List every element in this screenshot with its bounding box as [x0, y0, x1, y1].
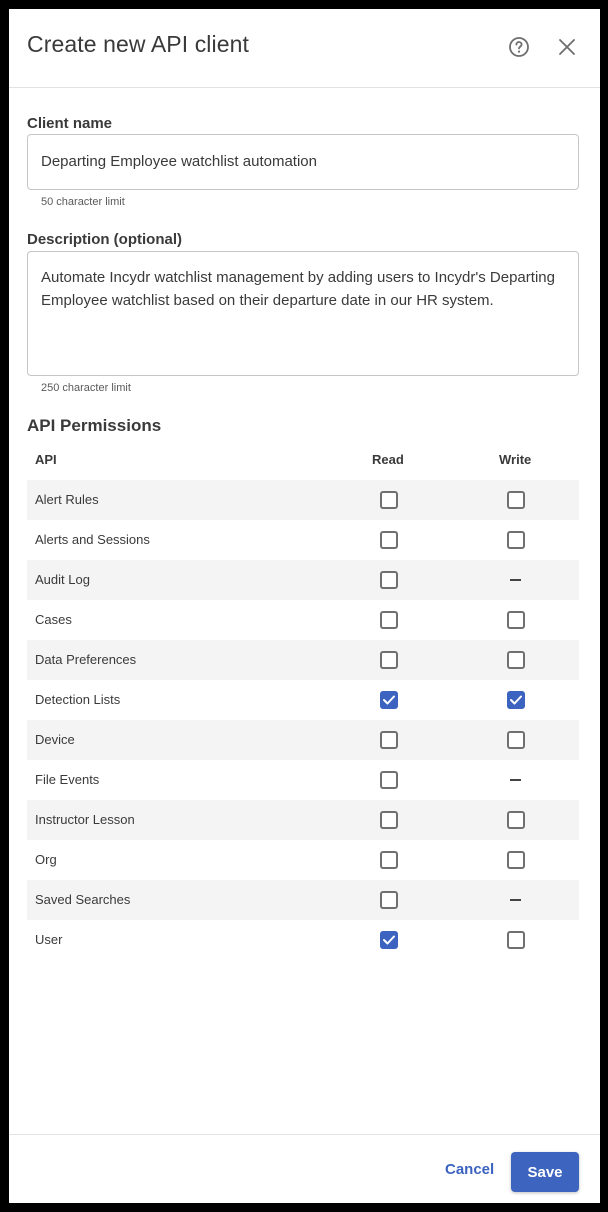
table-row: [27, 640, 579, 680]
read-checkbox[interactable]: [380, 891, 398, 909]
api-name: Alerts and Sessions: [35, 532, 150, 547]
checkmark-icon: [383, 695, 395, 705]
api-name: Instructor Lesson: [35, 812, 135, 827]
write-cell: [507, 851, 525, 869]
write-not-applicable: [507, 771, 525, 789]
read-checkbox[interactable]: [380, 931, 398, 949]
save-button[interactable]: Save: [511, 1152, 579, 1192]
read-checkbox[interactable]: [380, 811, 398, 829]
read-cell: [380, 931, 398, 949]
dash-icon: [510, 779, 521, 781]
api-name: Cases: [35, 612, 72, 627]
cancel-button[interactable]: Cancel: [445, 1161, 495, 1178]
api-name: Alert Rules: [35, 492, 99, 507]
dialog-footer: [9, 1134, 600, 1203]
write-cell: [507, 491, 525, 509]
help-button[interactable]: [507, 35, 531, 59]
read-cell: [380, 611, 398, 629]
client-name-label: Client name: [27, 115, 113, 132]
dialog-title: Create new API client: [27, 31, 249, 57]
read-checkbox[interactable]: [380, 491, 398, 509]
write-checkbox[interactable]: [507, 851, 525, 869]
read-cell: [380, 651, 398, 669]
description-textarea[interactable]: Automate Incydr watchlist management by adding users to Incydr's Departing Employee watchlist based on their departure date in our HR system.: [27, 251, 579, 376]
permissions-table: [27, 440, 579, 960]
help-circle-icon: [507, 35, 531, 59]
read-checkbox[interactable]: [380, 531, 398, 549]
dialog-header: [9, 9, 600, 88]
api-name: Data Preferences: [35, 652, 137, 667]
checkmark-icon: [510, 695, 522, 705]
write-cell: [507, 531, 525, 549]
api-name: Detection Lists: [35, 692, 121, 707]
read-checkbox[interactable]: [380, 851, 398, 869]
read-cell: [380, 531, 398, 549]
dash-icon: [510, 579, 521, 581]
write-cell: [507, 731, 525, 749]
table-row: [27, 560, 579, 600]
api-permissions-title: API Permissions: [27, 416, 162, 435]
write-cell: [507, 931, 525, 949]
read-cell: [380, 731, 398, 749]
table-row: [27, 880, 579, 920]
api-name: Audit Log: [35, 572, 90, 587]
write-checkbox[interactable]: [507, 811, 525, 829]
write-checkbox[interactable]: [507, 491, 525, 509]
client-name-hint: 50 character limit: [41, 196, 125, 208]
read-cell: [380, 491, 398, 509]
read-checkbox[interactable]: [380, 691, 398, 709]
create-api-client-dialog: [9, 9, 600, 1203]
read-cell: [380, 811, 398, 829]
read-cell: [380, 851, 398, 869]
read-cell: [380, 691, 398, 709]
write-checkbox[interactable]: [507, 651, 525, 669]
column-header-api: API: [35, 452, 57, 467]
close-button[interactable]: [555, 35, 579, 59]
api-name: User: [35, 932, 63, 947]
read-checkbox[interactable]: [380, 731, 398, 749]
checkmark-icon: [383, 935, 395, 945]
write-not-applicable: [507, 571, 525, 589]
table-row: [27, 680, 579, 720]
api-name: Saved Searches: [35, 892, 131, 907]
write-checkbox[interactable]: [507, 531, 525, 549]
read-checkbox[interactable]: [380, 611, 398, 629]
write-checkbox[interactable]: [507, 731, 525, 749]
read-cell: [380, 771, 398, 789]
read-checkbox[interactable]: [380, 571, 398, 589]
table-row: [27, 720, 579, 760]
column-header-write: Write: [499, 452, 532, 467]
write-cell: [507, 611, 525, 629]
table-row: [27, 800, 579, 840]
write-checkbox[interactable]: [507, 611, 525, 629]
table-row: [27, 760, 579, 800]
write-not-applicable: [507, 891, 525, 909]
description-hint: 250 character limit: [41, 382, 131, 394]
write-cell: [507, 651, 525, 669]
write-checkbox[interactable]: [507, 931, 525, 949]
read-checkbox[interactable]: [380, 771, 398, 789]
table-header: [27, 440, 579, 480]
write-cell: [507, 691, 525, 709]
table-row: [27, 480, 579, 520]
client-name-input[interactable]: Departing Employee watchlist automation: [27, 134, 579, 190]
write-checkbox[interactable]: [507, 691, 525, 709]
api-name: Org: [35, 852, 57, 867]
table-row: [27, 840, 579, 880]
close-icon: [555, 35, 579, 59]
column-header-read: Read: [372, 452, 404, 467]
table-row: [27, 600, 579, 640]
dash-icon: [510, 899, 521, 901]
read-cell: [380, 571, 398, 589]
description-label: Description (optional): [27, 231, 182, 248]
table-row: [27, 920, 579, 960]
api-name: Device: [35, 732, 75, 747]
write-cell: [507, 811, 525, 829]
read-cell: [380, 891, 398, 909]
read-checkbox[interactable]: [380, 651, 398, 669]
api-name: File Events: [35, 772, 100, 787]
table-row: [27, 520, 579, 560]
